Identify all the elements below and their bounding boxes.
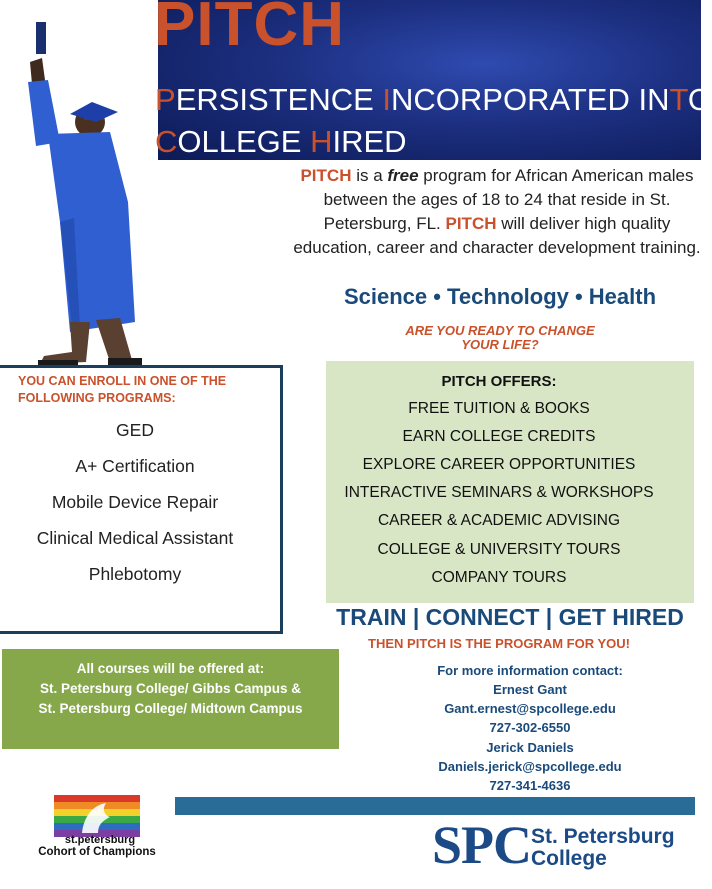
acronym-letter: T [669,82,688,117]
offer-item: FREE TUITION & BOOKS [408,400,590,417]
courses-line: All courses will be offered at: [76,661,265,676]
intro-text: will deliver high quality education, career and character development training. [293,214,701,257]
offer-item: EXPLORE CAREER OPPORTUNITIES [362,456,636,473]
slogan: TRAIN | CONNECT | GET HIRED [336,604,684,630]
offer-item: COLLEGE & UNIVERSITY TOURS [377,541,621,558]
program-item: GED [116,420,154,440]
contact-name: Jerick Daniels [486,740,574,755]
tagline: Science • Technology • Health [343,284,657,309]
courses-line: St. Petersburg College/ Gibbs Campus & [39,681,302,696]
cohort-logo-icon [54,795,140,837]
graduate-illustration [0,22,160,372]
acronym-word: ERSISTENCE [175,82,383,117]
program-item: Clinical Medical Assistant [36,528,234,548]
acronym-word: O [687,82,712,117]
offers-box [326,361,694,603]
cohort-name-line2: Cohort of Champions [38,846,156,858]
diploma-shape [36,22,46,54]
acronym-letter: H [310,124,333,159]
program-item: Mobile Device Repair [51,492,219,512]
brand-name: PITCH [300,166,352,185]
page-title: PITCH [154,0,345,59]
contact-phone: 727-341-4636 [489,778,571,793]
program-item: A+ Certification [75,456,195,476]
intro-text: program for African American males between the ages of 18 to 24 that reside in St. Petersburg, FL. [323,166,694,233]
cohort-name-line1: st.petersburg [64,834,136,846]
free-emphasis: free [387,166,419,185]
acronym-letter: C [155,124,178,159]
acronym-line-2 [155,126,407,157]
contact-email[interactable]: Daniels.jerick@spcollege.edu [438,759,622,774]
offer-item: EARN COLLEGE CREDITS [402,428,596,445]
contact-phone: 727-302-6550 [489,720,571,735]
intro-text: is a [351,166,388,185]
courses-line: St. Petersburg College/ Midtown Campus [38,701,303,716]
offer-item: CAREER & ACADEMIC ADVISING [377,512,621,529]
footer-bar [175,797,695,815]
acronym-word: OLLEGE [177,124,311,159]
intro-paragraph [293,164,701,260]
spc-logo-name-line1: St. Petersburg [531,825,675,848]
acronym-letter: P [155,82,176,117]
offers-title: PITCH OFFERS: [441,373,557,390]
brand-name: PITCH [445,214,497,233]
spc-logo-letters: SPC [432,815,532,875]
offer-item: COMPANY TOURS [431,569,567,586]
contact-name: Ernest Gant [493,682,567,697]
question-text: ARE YOU READY TO CHANGE YOUR LIFE? [405,323,595,352]
contact-email[interactable]: Gant.ernest@spcollege.edu [444,701,616,716]
acronym-word: IRED [332,124,407,159]
acronym-letter: I [382,82,392,117]
slogan-subtext: THEN PITCH IS THE PROGRAM FOR YOU! [368,636,630,651]
program-item: Phlebotomy [88,564,182,584]
acronym-word: NCORPORATED IN [391,82,670,117]
spc-logo-name-line2: College [531,847,607,870]
programs-heading: YOU CAN ENROLL IN ONE OF THE FOLLOWING PROGRAMS: [18,374,227,405]
offer-item: INTERACTIVE SEMINARS & WORKSHOPS [344,484,654,501]
acronym-line-1 [155,84,712,115]
contact-heading: For more information contact: [437,663,623,678]
